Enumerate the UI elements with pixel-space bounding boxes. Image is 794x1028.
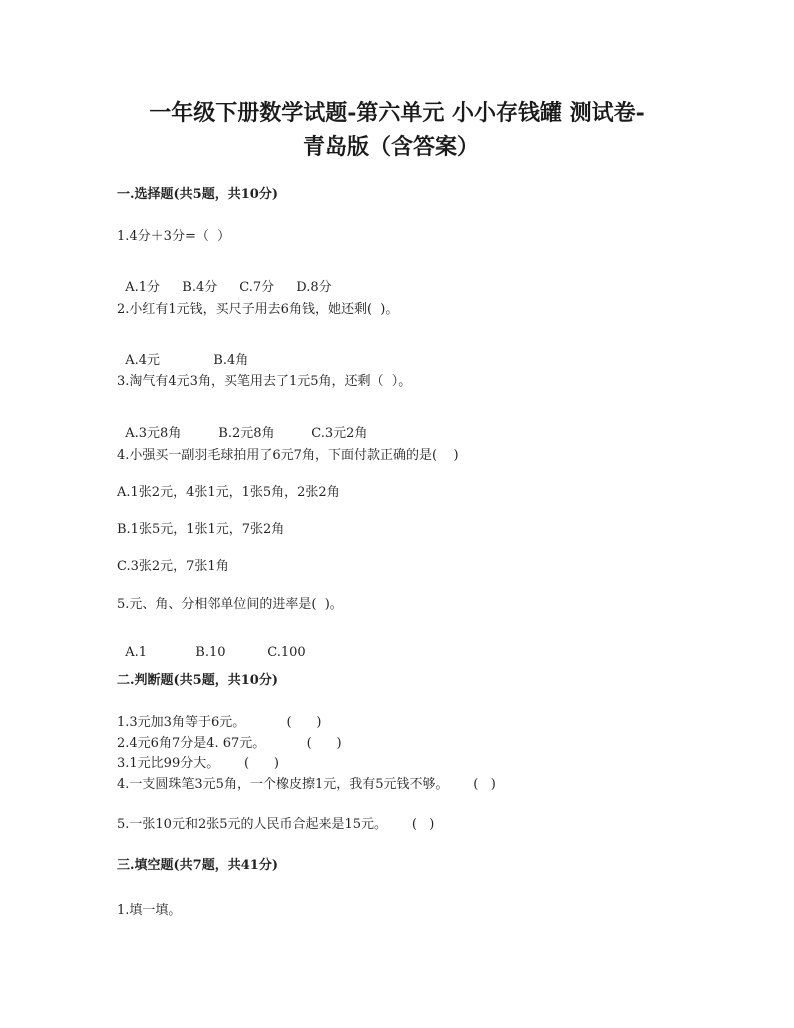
judgement-item-4: 4.一支圆珠笔3元5角，一个橡皮擦1元，我有5元钱不够。 ( ) (117, 777, 496, 792)
option-c: C.7分 (239, 280, 275, 295)
option-c: C.100 (267, 645, 306, 660)
question-1-options (117, 261, 332, 295)
option-a: A.3元8角 (125, 426, 182, 441)
option-b: B.2元8角 (218, 426, 275, 441)
section-heading-fill-in: 三.填空题(共7题，共41分) (117, 858, 278, 873)
question-4: 4.小强买一副羽毛球拍用了6元7角，下面付款正确的是( ) (117, 448, 459, 463)
judgement-item-1: 1.3元加3角等于6元。 ( ) (117, 715, 322, 730)
option-c: C.3元2角 (311, 426, 368, 441)
judgement-item-2: 2.4元6角7分是4. 67元。 ( ) (117, 736, 342, 751)
option-b: B.4分 (182, 280, 218, 295)
option-d: D.8分 (296, 280, 332, 295)
document-title-line-2: 青岛版（含答案） (302, 134, 479, 160)
question-5-options (117, 630, 306, 660)
question-1: 1.4分＋3分=（ ） (117, 229, 231, 244)
option-a: A.1 (125, 645, 148, 660)
question-3: 3.淘气有4元3角，买笔用去了1元5角，还剩（ ）。 (117, 374, 412, 389)
option-b: B.4角 (213, 353, 249, 368)
judgement-item-3: 3.1元比99分大。 ( ) (117, 756, 279, 771)
judgement-item-5: 5.一张10元和2张5元的人民币合起来是15元。 ( ) (117, 817, 435, 832)
option-a: A.4元 (125, 353, 161, 368)
section-heading-choice: 一.选择题(共5题，共10分) (117, 187, 278, 202)
fill-in-item-1: 1.填一填。 (117, 903, 182, 918)
option-a: A.1分 (125, 280, 161, 295)
question-4-option-c: C.3张2元，7张1角 (117, 559, 229, 574)
document-title-line-1: 一年级下册数学试题-第六单元 小小存钱罐 测试卷- (149, 100, 645, 126)
question-2: 2.小红有1元钱，买尺子用去6角钱，她还剩( )。 (117, 302, 399, 317)
question-4-option-a: A.1张2元，4张1元，1张5角，2张2角 (117, 485, 340, 500)
question-5: 5.元、角、分相邻单位间的进率是( )。 (117, 597, 343, 612)
option-b: B.10 (195, 645, 226, 660)
question-2-options (117, 334, 248, 368)
question-3-options (117, 407, 367, 441)
section-heading-judgement: 二.判断题(共5题，共10分) (117, 673, 278, 688)
question-4-option-b: B.1张5元，1张1元，7张2角 (117, 522, 285, 537)
